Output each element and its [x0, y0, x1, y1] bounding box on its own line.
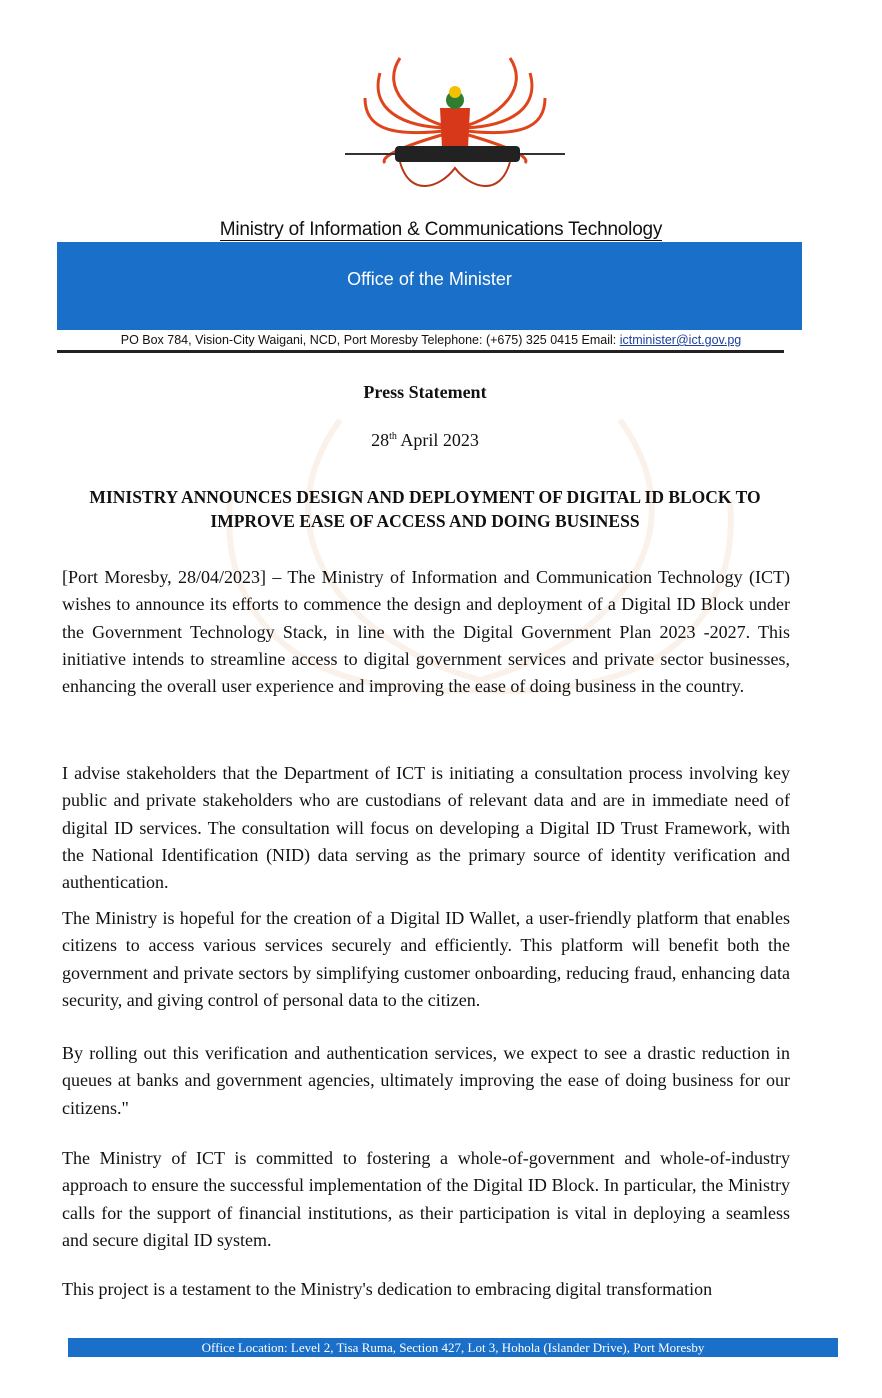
- email-link[interactable]: ictminister@ict.gov.pg: [619, 333, 742, 347]
- png-bird-of-paradise-emblem-icon: [340, 48, 570, 198]
- ministry-name: Ministry of Information & Communications Technology: [219, 219, 663, 240]
- paragraph: I advise stakeholders that the Department of ICT is initiating a consultation process involving key public and private stakeholders who are custodians of relevant data and are in immediate need of digital ID services. The consultation will focus on developing a Digital ID Trust Framework, with the National Identification (NID) data serving as the primary source of identity verification and authentication.: [62, 763, 790, 893]
- office-banner: Office of the Minister: [57, 242, 802, 330]
- header-divider: [57, 350, 784, 353]
- paragraph: By rolling out this verification and authentication services, we expect to see a drastic reduction in queues at banks and government agencies, ultimately improving the ease of doing business for our citizens.": [62, 1043, 790, 1118]
- document-type: Press Statement: [363, 382, 487, 402]
- office-location-footer: Office Location: Level 2, Tisa Ruma, Section 427, Lot 3, Hohola (Islander Drive), Port Moresby: [68, 1338, 838, 1357]
- paragraph: [Port Moresby, 28/04/2023] – The Ministry of Information and Communication Technology (ICT) wishes to announce its efforts to commence the design and deployment of a Digital ID Block under the Government Technology Stack, in line with the Digital Government Plan 2023 -2027. This initiative intends to streamline access to digital government services and private sector businesses, enhancing the overall user experience and improving the ease of doing business in the country.: [62, 567, 790, 697]
- paragraph: The Ministry is hopeful for the creation of a Digital ID Wallet, a user-friendly platform that enables citizens to access various services securely and efficiently. This platform will benefit both the government and private sectors by simplifying customer onboarding, reducing fraud, enhancing data security, and giving control of personal data to the citizen.: [62, 908, 790, 1010]
- headline: MINISTRY ANNOUNCES DESIGN AND DEPLOYMENT OF DIGITAL ID BLOCK TO IMPROVE EASE OF ACCESS AND DOING BUSINESS: [89, 487, 761, 531]
- contact-line: PO Box 784, Vision-City Waigani, NCD, Port Moresby Telephone: (+675) 325 0415 Email: ictminister@ict.gov.pg: [120, 333, 742, 347]
- document-date: 28th April 2023: [371, 430, 479, 450]
- paragraph: The Ministry of ICT is committed to fostering a whole-of-government and whole-of-industry approach to ensure the successful implementation of the Digital ID Block. In particular, the Ministry calls for the support of financial institutions, as their participation is vital in deploying a seamless and secure digital ID system.: [62, 1148, 790, 1250]
- paragraph: This project is a testament to the Ministry's dedication to embracing digital transformation: [62, 1279, 713, 1299]
